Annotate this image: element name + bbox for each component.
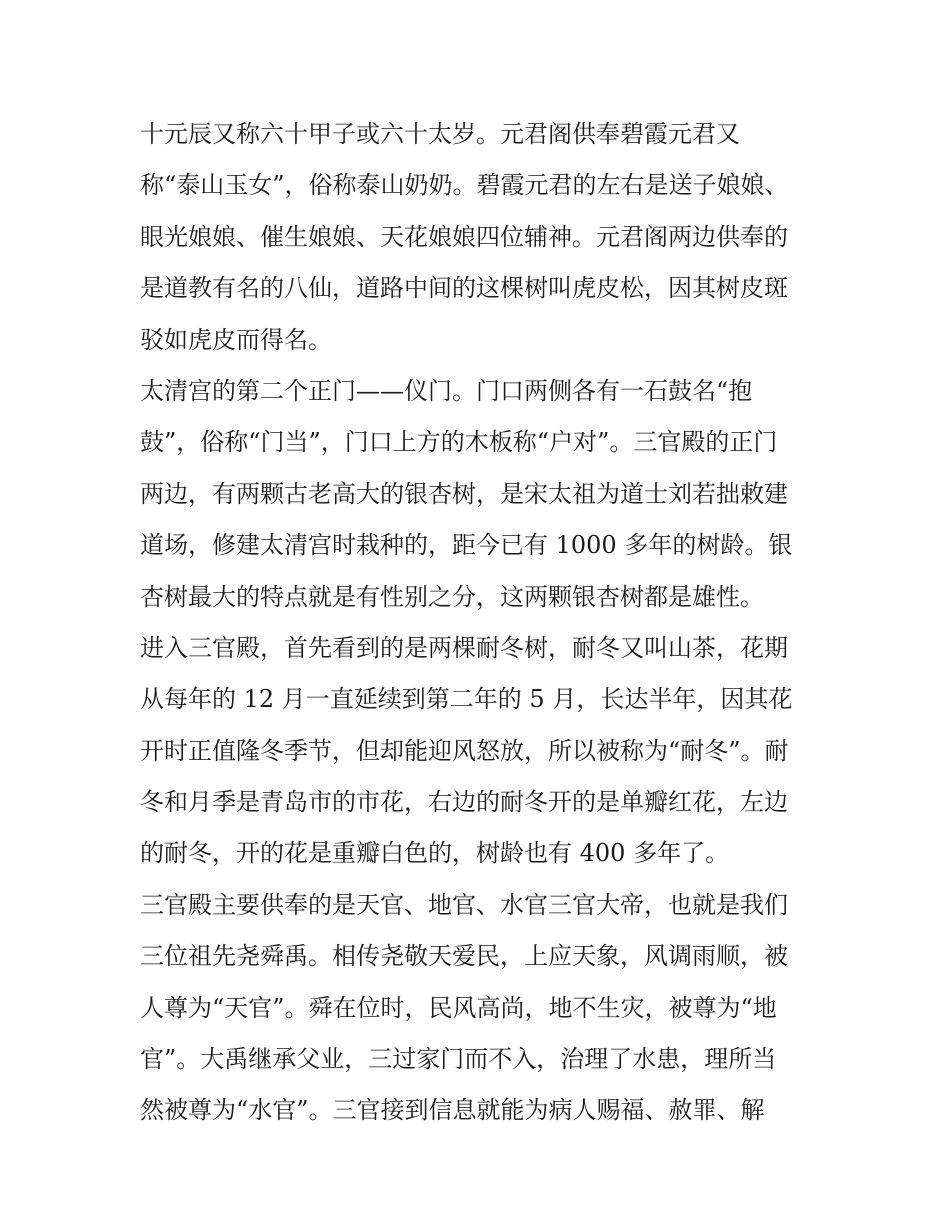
text-line: 开时正值隆冬季节，但却能迎风怒放，所以被称为“耐冬”。耐: [140, 736, 789, 765]
body-text: [140, 109, 820, 1137]
text-line: 进入三官殿，首先看到的是两棵耐冬树，耐冬又叫山茶，花期: [140, 633, 788, 662]
text-line: 然被尊为“水官”。三官接到信息就能为病人赐福、赦罪、解: [140, 1096, 765, 1125]
text-line: 从每年的 12 月一直延续到第二年的 5 月，长达半年，因其花: [140, 685, 793, 714]
text-line: 冬和月季是青岛市的市花，右边的耐冬开的是单瓣红花，左边: [140, 788, 788, 817]
text-line: 官”。大禹继承父业，三过家门而不入，治理了水患，理所当: [140, 1045, 777, 1074]
text-line: 十元辰又称六十甲子或六十太岁。元君阁供奉碧霞元君又: [140, 120, 740, 148]
text-line: 称“泰山玉女”，俗称泰山奶奶。碧霞元君的左右是送子娘娘、: [140, 171, 789, 200]
text-line: 太清宫的第二个正门——仪门。门口两侧各有一石鼓名“抱: [140, 376, 753, 405]
text-line: 道场，修建太清宫时栽种的，距今已有 1000 多年的树龄。银: [140, 531, 793, 560]
text-line: 鼓”，俗称“门当”，门口上方的木板称“户对”。三官殿的正门: [140, 428, 778, 457]
text-line: 三位祖先尧舜禹。相传尧敬天爱民，上应天象，风调雨顺，被: [140, 942, 788, 971]
text-line: 的耐冬，开的花是重瓣白色的，树龄也有 400 多年了。: [140, 839, 730, 868]
text-line: 杏树最大的特点就是有性别之分，这两颗银杏树都是雄性。: [140, 582, 764, 611]
text-line: 两边，有两颗古老高大的银杏树，是宋太祖为道士刘若拙敕建: [140, 479, 788, 508]
text-line: 是道教有名的八仙，道路中间的这棵树叫虎皮松，因其树皮斑: [140, 274, 788, 303]
text-line: 人尊为“天官”。舜在位时，民风高尚，地不生灾，被尊为“地: [140, 993, 777, 1022]
text-line: 眼光娘娘、催生娘娘、天花娘娘四位辅神。元君阁两边供奉的: [140, 222, 788, 251]
text-line: 驳如虎皮而得名。: [140, 325, 332, 354]
text-line: 三官殿主要供奉的是天官、地官、水官三官大帝，也就是我们: [140, 890, 788, 919]
